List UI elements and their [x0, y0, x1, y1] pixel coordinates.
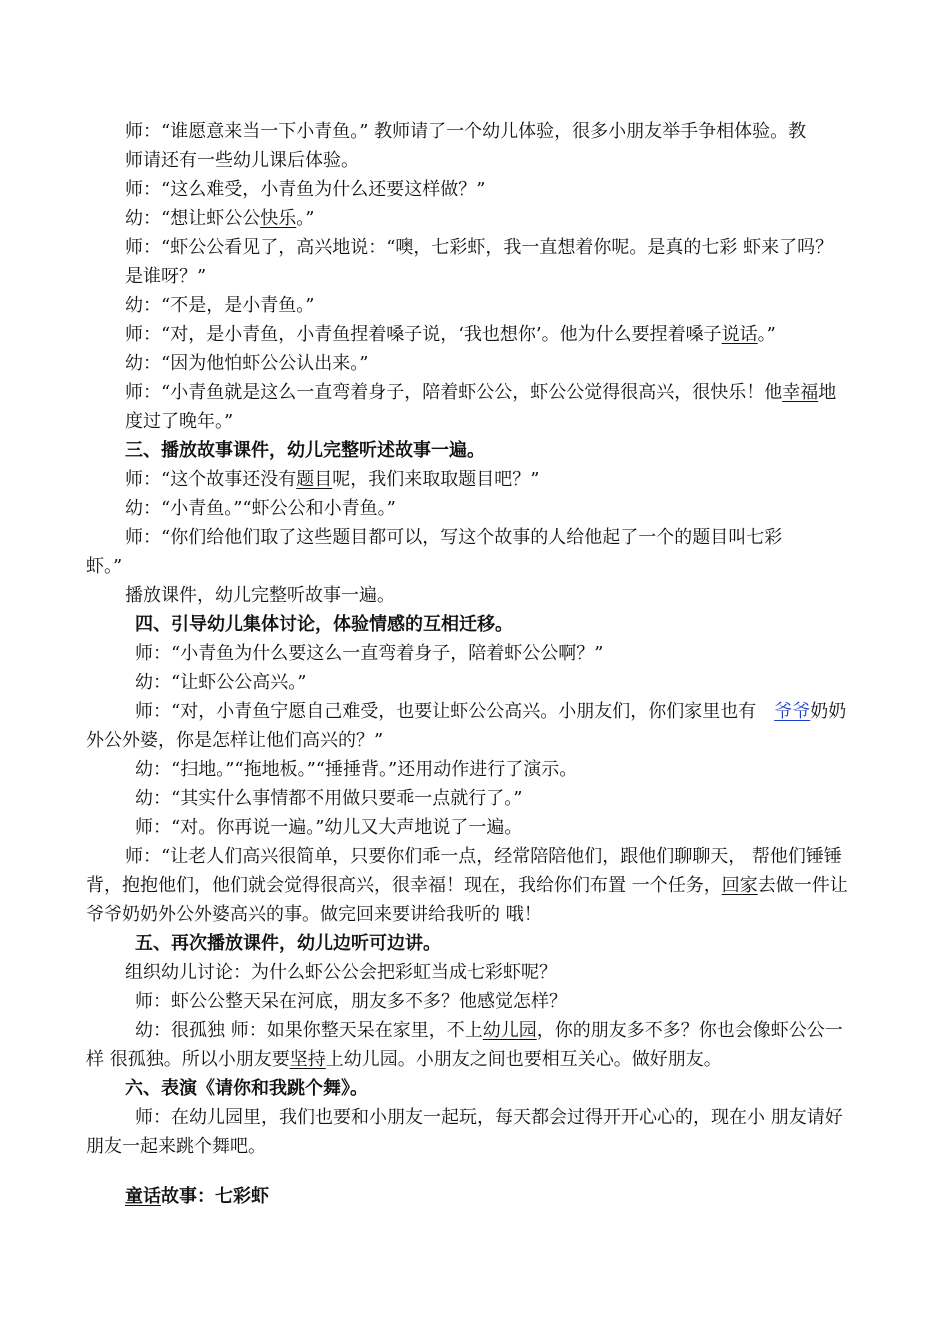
- text-segment: 师：“虾公公看见了，高兴地说：“噢，七彩虾，我一直想着你呢。是真的七彩 虾来了吗？: [125, 237, 834, 258]
- text-segment: 师：“对。你再说一遍。”幼儿又大声地说了一遍。: [135, 817, 523, 838]
- text-segment: 播放课件，幼儿完整听故事一遍。: [125, 585, 395, 606]
- paragraph-line: [135, 640, 865, 668]
- text-segment: 师：“谁愿意来当一下小青鱼。” 教师请了一个幼儿体验，很多小朋友举手争相体验。教: [125, 121, 807, 142]
- paragraph-line: [125, 524, 865, 552]
- paragraph-line: [135, 669, 865, 697]
- text-segment: 虾。”: [86, 556, 123, 577]
- paragraph-line: [125, 176, 865, 204]
- text-segment: 幼：“扫地。”“拖地板。”“捶捶背。”还用动作进行了演示。: [135, 759, 578, 780]
- text-segment: 五、再次播放课件，幼儿边听可边讲。: [135, 933, 441, 954]
- text-segment: 外公外婆，你是怎样让他们高兴的？”: [86, 730, 384, 751]
- text-segment: 幼：“小青鱼。”“虾公公和小青鱼。”: [125, 498, 396, 519]
- underlined-word: 快乐: [260, 208, 297, 229]
- text-segment: 地: [818, 382, 837, 403]
- text-segment: 师：“让老人们高兴很简单，只要你们乖一点，经常陪陪他们，跟他们聊聊天， 帮他们锤锤: [125, 846, 842, 867]
- section-heading: [125, 437, 865, 465]
- text-segment: 师：“你们给他们取了这些题目都可以，写这个故事的人给他起了一个的题目叫七彩: [125, 527, 783, 548]
- paragraph-line: [86, 1046, 864, 1074]
- text-segment: 故事：七彩虾: [161, 1186, 269, 1207]
- text-segment: 。”: [296, 208, 315, 229]
- text-segment: 幼：很孤独 师：如果你整天呆在家里，不上: [135, 1020, 483, 1041]
- text-segment: 师：在幼儿园里，我们也要和小朋友一起玩，每天都会过得开开心心的，现在小 朋友请好: [135, 1107, 843, 1128]
- underlined-word: 题目: [296, 469, 333, 490]
- hyperlink[interactable]: 爷爷: [774, 701, 811, 722]
- text-segment: 师：虾公公整天呆在河底，朋友多不多？他感觉怎样？: [135, 991, 567, 1012]
- text-segment: 度过了晚年。”: [125, 411, 234, 432]
- paragraph-line: [125, 263, 865, 291]
- paragraph-line: [86, 727, 864, 755]
- paragraph-line: [125, 147, 865, 175]
- text-segment: 幼：“让虾公公高兴。”: [135, 672, 307, 693]
- underlined-word: 坚持: [289, 1049, 326, 1070]
- text-segment: 师：“这么难受，小青鱼为什么还要这样做？”: [125, 179, 486, 200]
- text-segment: ，你的朋友多不多？你也会像虾公公一: [536, 1020, 843, 1041]
- section-heading: [125, 1075, 865, 1103]
- text-segment: 师：“这个故事还没有: [125, 469, 297, 490]
- text-segment: 是谁呀？”: [125, 266, 207, 287]
- text-segment: 朋友一起来跳个舞吧。: [86, 1136, 266, 1157]
- paragraph-line: [125, 379, 865, 407]
- paragraph-line: [86, 553, 864, 581]
- text-segment: 样 很孤独。所以小朋友要: [86, 1049, 290, 1070]
- paragraph-line: [135, 1017, 865, 1045]
- paragraph-line: [135, 814, 865, 842]
- paragraph-line: [135, 1104, 865, 1132]
- text-segment: 三、播放故事课件，幼儿完整听述故事一遍。: [125, 440, 485, 461]
- underlined-word: 说话: [721, 324, 758, 345]
- paragraph-line: [125, 466, 865, 494]
- text-segment: 四、引导幼儿集体讨论，体验情感的互相迁移。: [135, 614, 513, 635]
- paragraph-line: [86, 1133, 864, 1161]
- paragraph-line: [125, 959, 865, 987]
- paragraph-line: [125, 408, 865, 436]
- paragraph-line: [135, 785, 865, 813]
- underlined-word: 回家: [721, 875, 758, 896]
- underlined-word: 童话: [125, 1186, 161, 1207]
- paragraph-line: [125, 843, 865, 871]
- section-heading: [135, 930, 865, 958]
- paragraph-line: [125, 118, 865, 146]
- paragraph-line: [135, 988, 865, 1016]
- text-segment: 去做一件让: [757, 875, 848, 896]
- paragraph-line: [125, 582, 865, 610]
- paragraph-line: [125, 350, 865, 378]
- text-segment: 组织幼儿讨论：为什么虾公公会把彩虹当成七彩虾呢？: [125, 962, 557, 983]
- paragraph-line: [86, 901, 864, 929]
- text-segment: 师请还有一些幼儿课后体验。: [125, 150, 359, 171]
- paragraph-line: [135, 756, 865, 784]
- text-segment: 。”: [757, 324, 776, 345]
- paragraph-line: [86, 872, 864, 900]
- section-heading: [135, 611, 865, 639]
- paragraph-line: [125, 234, 865, 262]
- text-segment: 幼：“不是，是小青鱼。”: [125, 295, 315, 316]
- text-segment: 六、表演《请你和我跳个舞》。: [125, 1078, 368, 1099]
- paragraph-line: [125, 321, 865, 349]
- text-segment: 奶奶: [810, 701, 847, 722]
- text-segment: 上幼儿园。小朋友之间也要相互关心。做好朋友。: [325, 1049, 722, 1070]
- paragraph-line: [125, 495, 865, 523]
- paragraph-line: [125, 205, 865, 233]
- text-segment: 幼：“因为他怕虾公公认出来。”: [125, 353, 369, 374]
- underlined-word: 幸福: [782, 382, 819, 403]
- story-title: [125, 1183, 865, 1211]
- paragraph-line: [135, 698, 865, 726]
- text-segment: 师：“小青鱼为什么要这么一直弯着身子，陪着虾公公啊？”: [135, 643, 604, 664]
- text-segment: 幼：“其实什么事情都不用做只要乖一点就行了。”: [135, 788, 523, 809]
- text-segment: 幼：“想让虾公公: [125, 208, 261, 229]
- paragraph-line: [125, 292, 865, 320]
- underlined-word: 幼儿园: [482, 1020, 537, 1041]
- text-segment: 爷爷奶奶外公外婆高兴的事。做完回来要讲给我听的 哦！: [86, 904, 542, 925]
- text-segment: 师：“对，是小青鱼，小青鱼捏着嗓子说，‘我也想你’。他为什么要捏着嗓子: [125, 324, 722, 345]
- text-segment: 师：“小青鱼就是这么一直弯着身子，陪着虾公公，虾公公觉得很高兴，很快乐！他: [125, 382, 783, 403]
- text-segment: 背，抱抱他们，他们就会觉得很高兴，很幸福！现在，我给你们布置 一个任务，: [86, 875, 722, 896]
- text-segment: 师：“对，小青鱼宁愿自己难受，也要让虾公公高兴。小朋友们，你们家里也有: [135, 701, 757, 722]
- text-segment: 呢，我们来取取题目吧？”: [332, 469, 540, 490]
